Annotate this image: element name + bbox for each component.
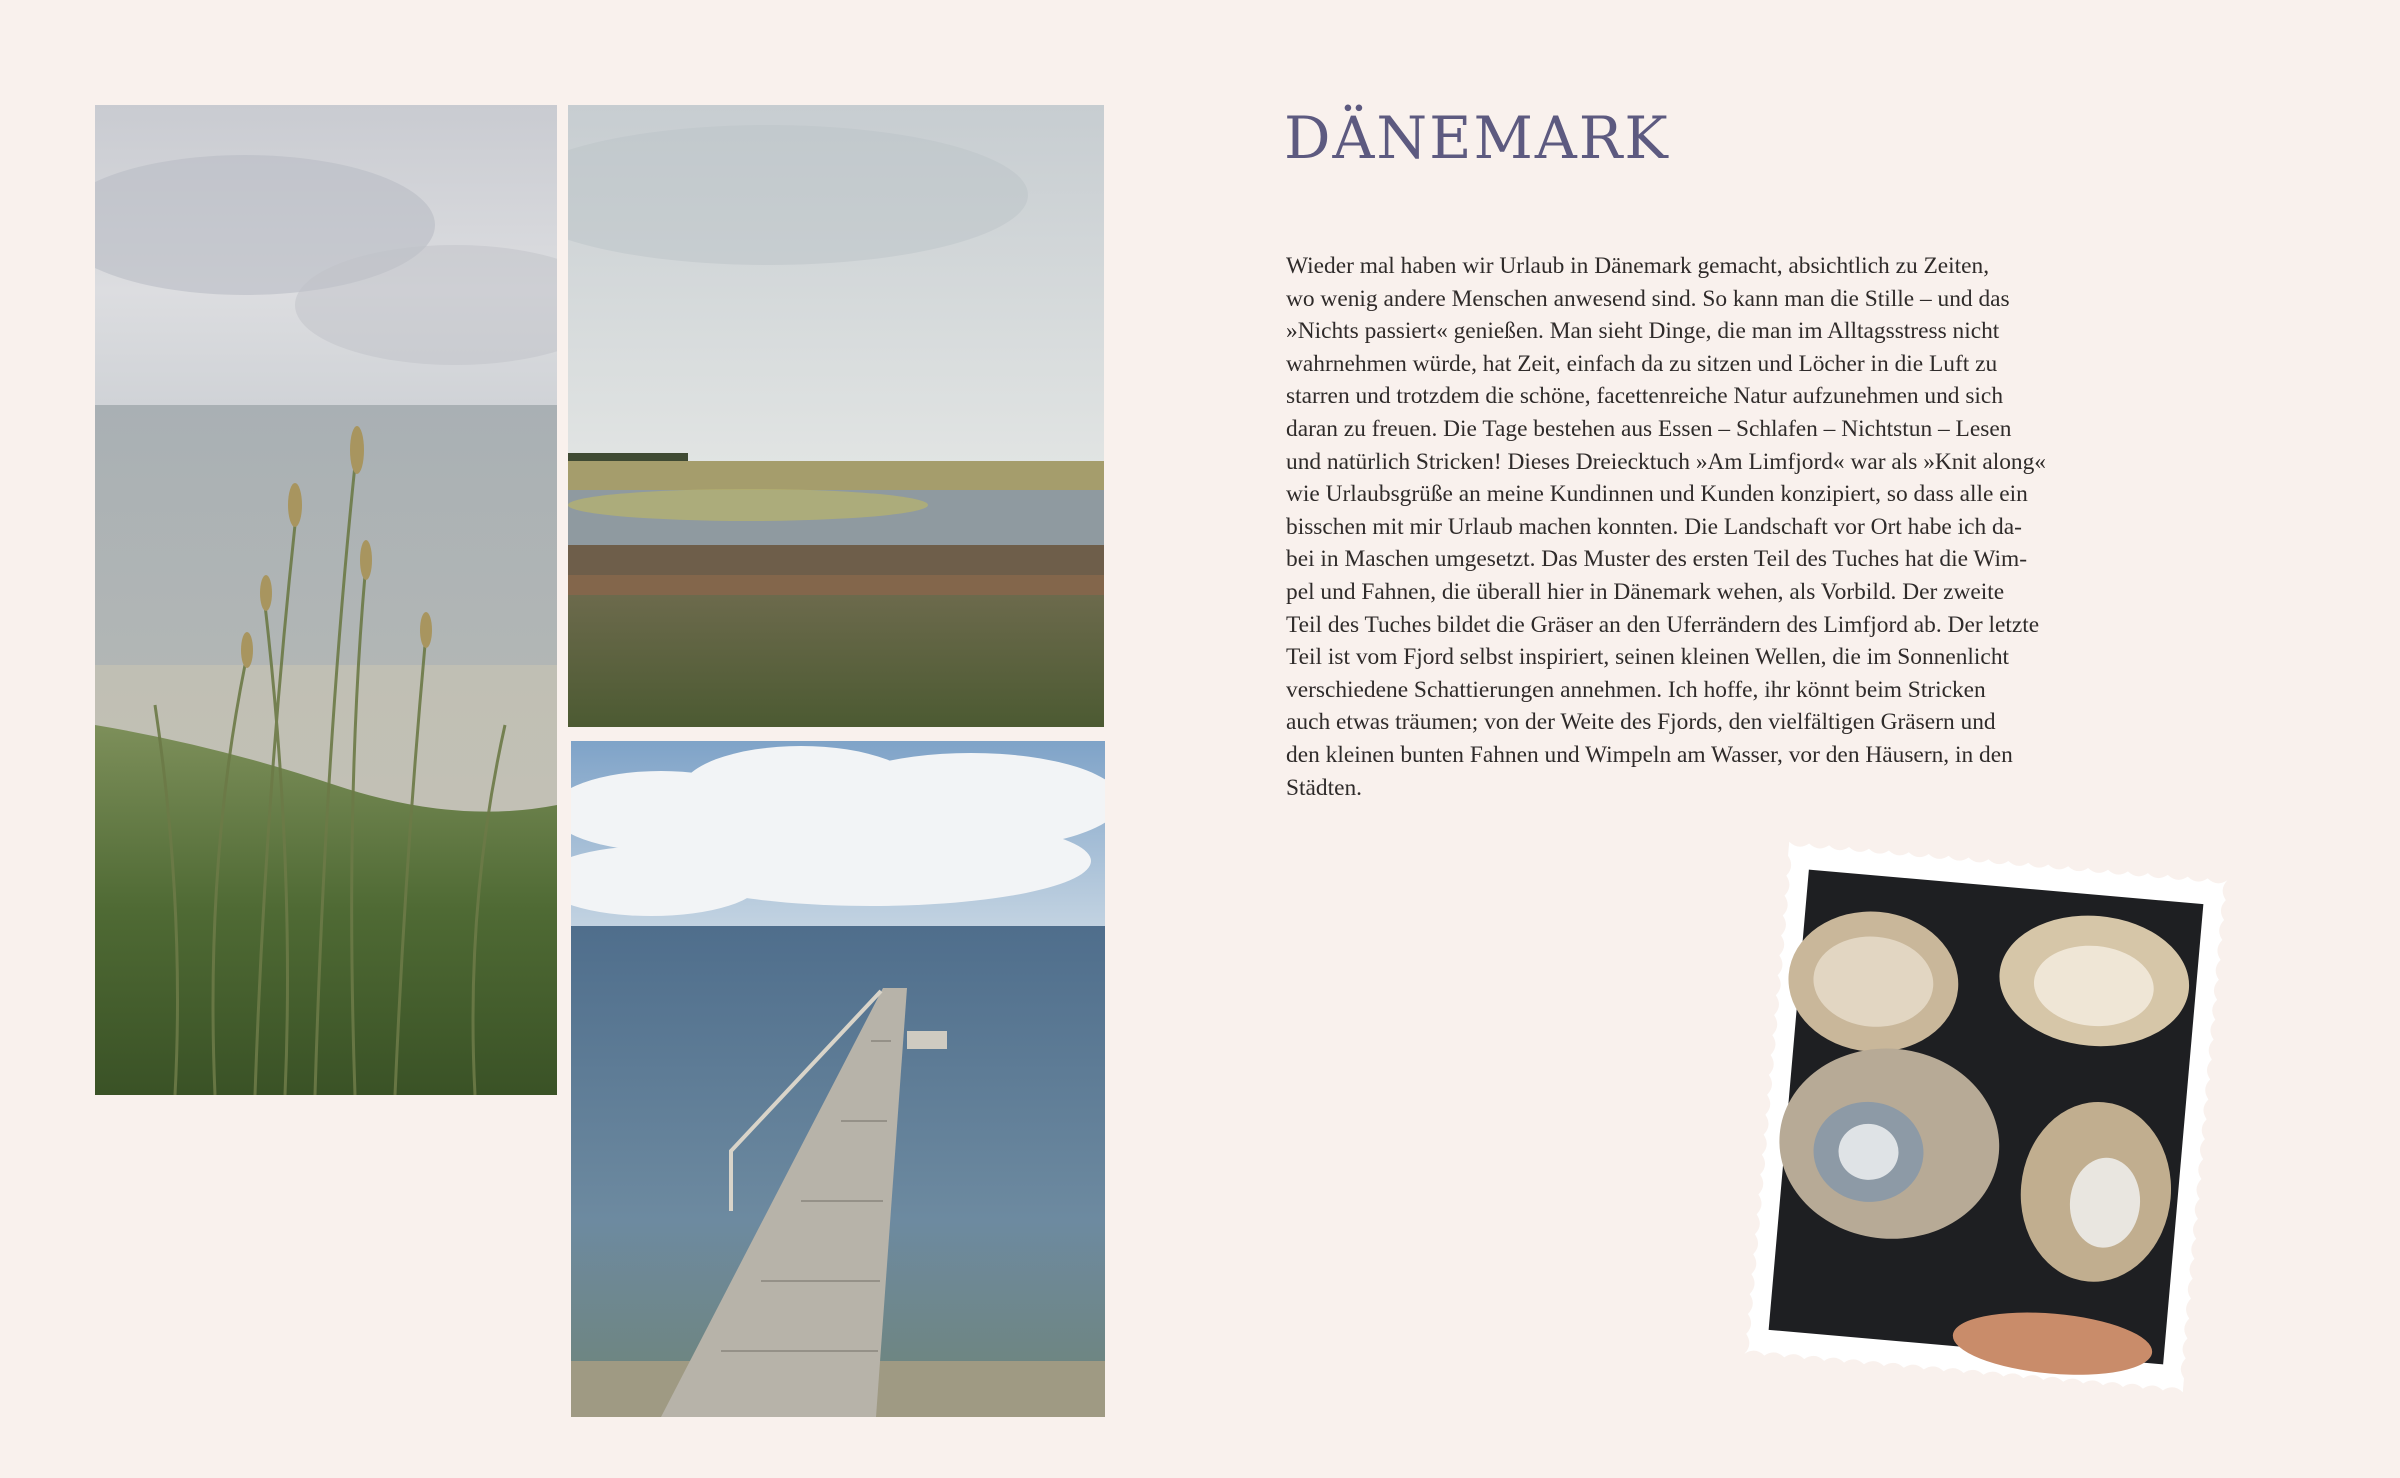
- body-text: Wieder mal haben wir Urlaub in Dänemark gemacht, absichtlich zu Zeiten, wo wenig andere Menschen anwesend sind. So kann man die Stille – und das »Nichts passiert« genießen. Man sieht Dinge, die man im Alltagsstress nicht wahrnehmen würde, hat Zeit, einfach da zu sitzen und Löcher in die Luft zu starren und trotzdem die schöne, facettenreiche Natur aufzunehmen und sich daran zu freuen. Die Tage bestehen aus Essen – Schlafen – Nichtstun – Lesen und natürlich Stricken! Dieses Dreiecktuch »Am Limfjord« war als »Knit along« wie Urlaubsgrüße an meine Kundinnen und Kunden konzipiert, so dass alle ein bisschen mit mir Urlaub machen konnten. Die Landschaft vor Ort habe ich da- bei in Maschen umgesetzt. Das Muster des ersten Teil des Tuches hat die Wim- pel und Fahnen, die überall hier in Dänemark wehen, als Vorbild. Der zweite Teil des Tuches bildet die Gräser an den Uferrändern des Limfjord ab. Der letzte Teil ist vom Fjord selbst inspiriert, seinen kleinen Wellen, die im Sonnenlicht verschiedene Schattierungen annehmen. Ich hoffe, ihr könnt beim Stricken auch etwas träumen; von der Weite des Fjords, den vielfältigen Gräsern und den kleinen bunten Fahnen und Wimpeln am Wasser, vor den Häusern, in den Städten.: [1286, 253, 2047, 801]
- stamp-photo-oysters: [1730, 833, 2242, 1402]
- page-title: DÄNEMARK: [1284, 104, 1670, 172]
- photo-wooden-pier: [571, 741, 1105, 1417]
- photo-grasses-shore: [95, 105, 557, 1095]
- photo-fjord-shore: [568, 105, 1104, 727]
